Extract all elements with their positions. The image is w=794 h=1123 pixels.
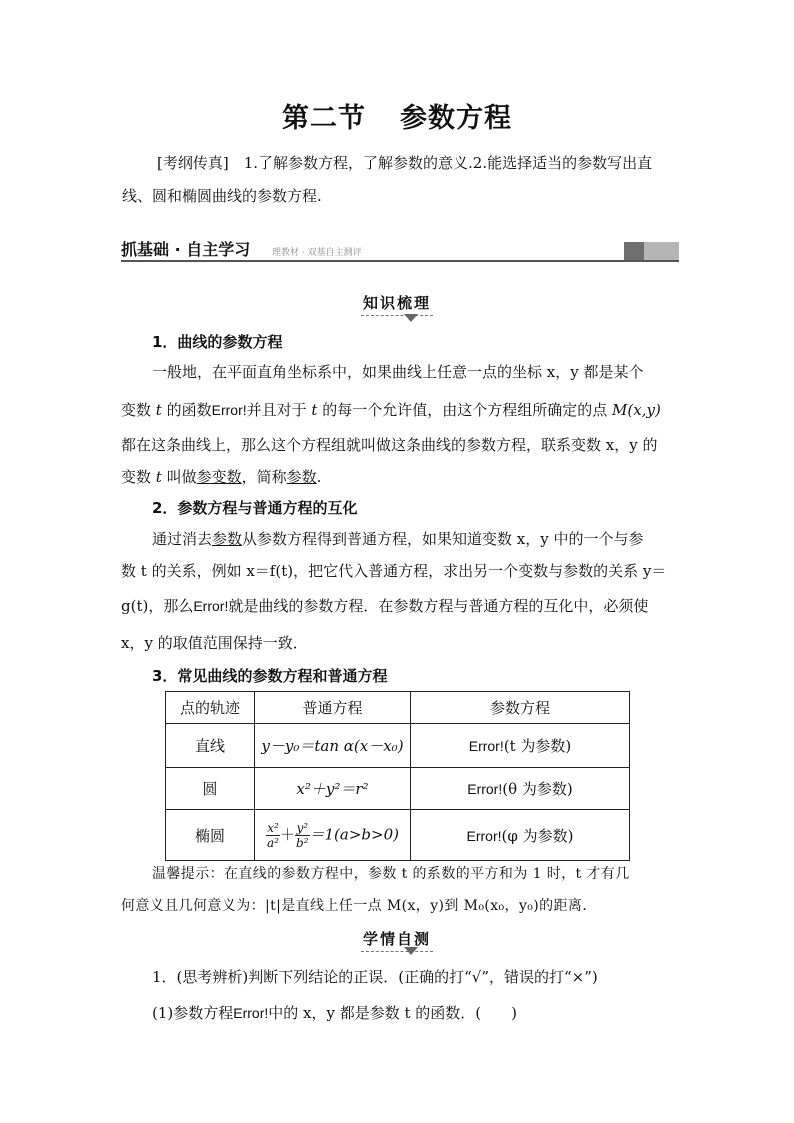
table-cell-normal — [255, 724, 411, 768]
section-tag-knowledge — [0, 292, 794, 316]
fraction-num: y² — [296, 820, 309, 835]
outline-line1: [考纲传真] 1.了解参数方程，了解参数的意义.2.能选择适当的参数写出直 — [157, 154, 653, 172]
heading-1: 1．曲线的参数方程 — [152, 333, 283, 351]
formula: y－y₀＝tan α(x－x₀) — [261, 737, 404, 755]
para1-line2 — [121, 399, 661, 420]
text: 中的 x，y 都是参数 t 的函数．( ) — [268, 1004, 517, 1022]
para1-line3: 都在这条曲线上，那么这个方程组就叫做这条曲线的参数方程，联系变数 x，y 的 — [121, 436, 658, 454]
triangle-down-icon — [404, 314, 418, 322]
text: 并且对于 — [246, 401, 307, 419]
text: 就是曲线的参数方程．在参数方程与普通方程的互化中，必须使 — [228, 597, 649, 615]
table-cell-curve: 直线 — [166, 724, 255, 768]
table-header-cell: 普通方程 — [255, 692, 411, 724]
para2-line3 — [121, 595, 648, 616]
section-banner — [121, 240, 679, 262]
error-formula: Error! — [468, 738, 504, 754]
curve-equation-table — [165, 691, 630, 861]
underlined-term: 参变数 — [196, 468, 242, 486]
question-1: 1．(思考辨析)判断下列结论的正误．(正确的打“√”，错误的打“×”) — [152, 968, 598, 986]
text: g(t)，那么 — [121, 597, 194, 615]
section-tag-selftest-label: 学情自测 — [361, 928, 433, 952]
text: (t 为参数) — [503, 737, 572, 755]
section-tag-knowledge-label: 知识梳理 — [361, 292, 433, 316]
text: 叫做 — [166, 468, 197, 486]
heading-2: 2．参数方程与普通方程的互化 — [152, 499, 358, 517]
fraction-num: x² — [267, 820, 279, 835]
para1-line4 — [121, 466, 321, 487]
formula: ＝1(a>b>0) — [309, 825, 399, 843]
banner-rule — [121, 260, 679, 262]
text: ，简称 — [241, 468, 287, 486]
table-cell-curve: 椭圆 — [166, 810, 255, 861]
table-cell-curve: 圆 — [166, 768, 255, 810]
fraction-den: b² — [296, 835, 309, 850]
fraction — [295, 821, 310, 850]
banner-block-light — [644, 242, 679, 260]
table-cell-normal — [255, 768, 411, 810]
text: ＋ — [279, 825, 295, 843]
table-cell-normal — [255, 810, 411, 861]
var-t: t — [311, 401, 318, 419]
underlined-term: 参数 — [286, 468, 317, 486]
table-cell-param — [411, 724, 630, 768]
error-formula: Error! — [211, 402, 247, 418]
var-t: t — [155, 468, 162, 486]
text: 的每一个允许值，由这个方程组所确定的点 — [322, 401, 608, 419]
page-title-part2: 参数方程 — [400, 103, 512, 134]
text: . — [316, 468, 322, 486]
text: (θ 为参数) — [502, 780, 573, 798]
formula: x²＋y²＝r² — [296, 780, 369, 798]
table-cell-param — [411, 810, 630, 861]
outline-line2: 线、圆和椭圆曲线的参数方程. — [122, 187, 322, 205]
para2-line4: x，y 的取值范围保持一致． — [121, 634, 308, 652]
tip-line2: 何意义且几何意义为：|t|是直线上任一点 M(x，y)到 M₀(x₀，y₀)的距离． — [121, 898, 597, 914]
table-header-cell: 点的轨迹 — [166, 692, 255, 724]
table-cell-param — [411, 768, 630, 810]
text: 从参数方程得到普通方程，如果知道变数 x，y 中的一个与参 — [242, 530, 644, 548]
text: 通过消去 — [152, 530, 213, 548]
error-formula: Error! — [466, 827, 502, 844]
text: 变数 — [121, 468, 152, 486]
question-1-sub-1 — [152, 1002, 517, 1023]
banner-block-dark — [624, 242, 644, 260]
error-formula: Error! — [233, 1005, 269, 1021]
banner-title: 抓基础 · 自主学习 — [121, 240, 251, 259]
text: (φ 为参数) — [501, 826, 574, 845]
section-tag-selftest — [0, 928, 794, 952]
page-title-part1: 第二节 — [282, 103, 366, 134]
fraction — [266, 821, 280, 850]
var-t: t — [155, 401, 162, 419]
point-m: M(x,y) — [612, 401, 661, 419]
error-formula: Error! — [193, 598, 229, 614]
text: 的函数 — [166, 401, 212, 419]
triangle-down-icon — [404, 947, 418, 955]
error-formula: Error! — [467, 781, 503, 797]
table-header-row — [166, 692, 630, 724]
table-row — [166, 724, 630, 768]
table-row — [166, 810, 630, 861]
heading-3: 3．常见曲线的参数方程和普通方程 — [152, 667, 388, 685]
banner-subtitle: 理教材 · 双基自主测评 — [272, 248, 362, 258]
fraction-den: a² — [267, 835, 279, 850]
page-title — [0, 96, 794, 135]
text: 变数 — [121, 401, 152, 419]
table-header-cell: 参数方程 — [411, 692, 630, 724]
para2-line1 — [152, 528, 644, 549]
para1-line1: 一般地，在平面直角坐标系中，如果曲线上任意一点的坐标 x，y 都是某个 — [152, 363, 644, 381]
underlined-term: 参数 — [212, 530, 243, 548]
para2-line2: 数 t 的关系，例如 x＝f(t)，把它代入普通方程，求出另一个变数与参数的关系 y＝ — [121, 562, 667, 580]
text: (1)参数方程 — [152, 1004, 234, 1022]
table-row — [166, 768, 630, 810]
tip-line1: 温馨提示：在直线的参数方程中，参数 t 的系数的平方和为 1 时，t 才有几 — [152, 866, 630, 882]
